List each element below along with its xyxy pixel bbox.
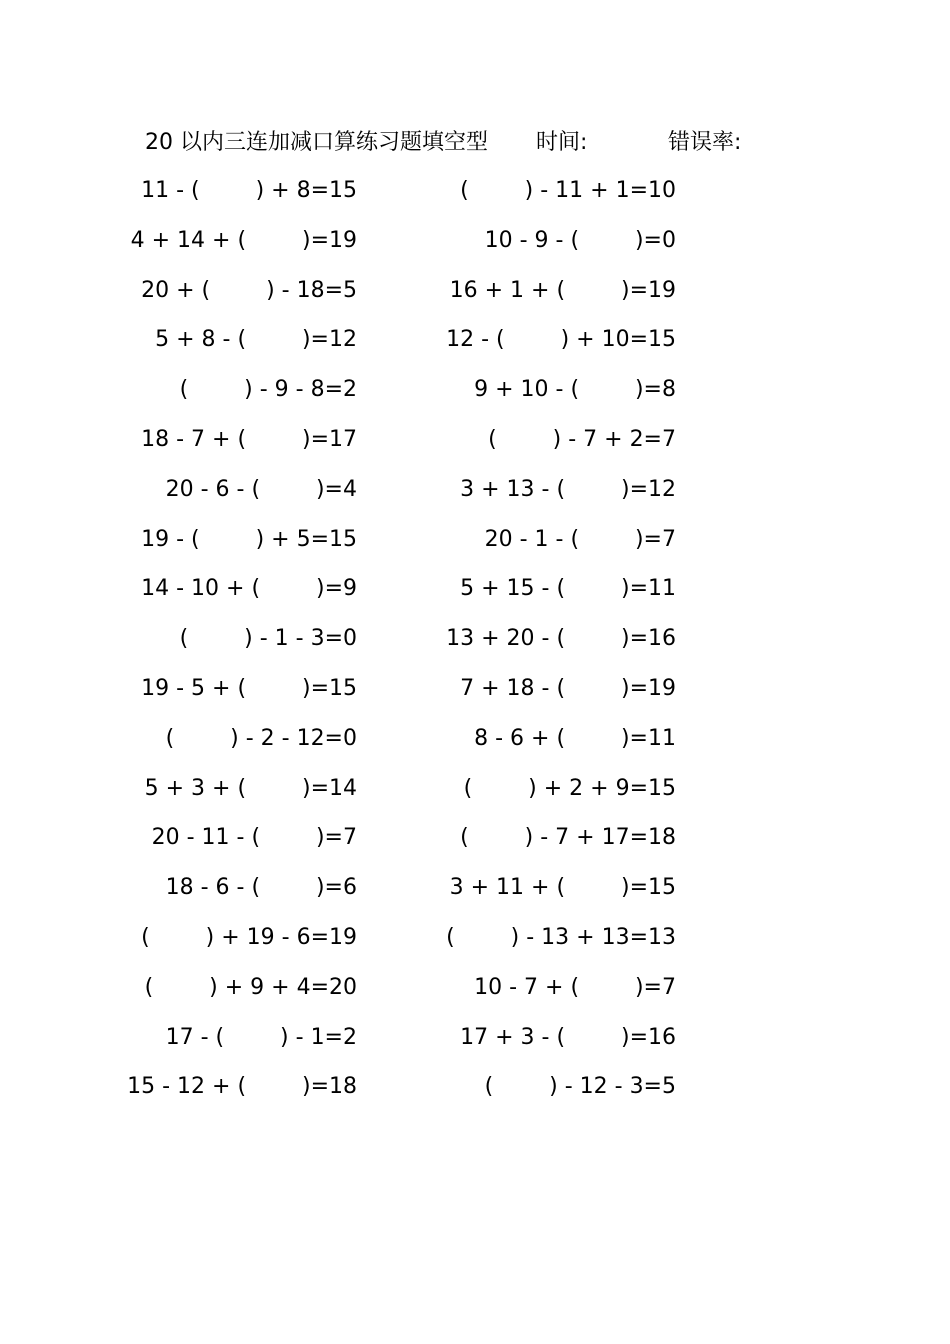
problem-item: 16 + 1 + ( )=19 xyxy=(449,277,676,303)
problem-item: ( ) - 13 + 13=13 xyxy=(446,924,676,950)
problem-item: ( ) - 1 - 3=0 xyxy=(179,626,357,652)
problem-item: 10 - 9 - ( )=0 xyxy=(484,227,676,253)
problem-item: 8 - 6 + ( )=11 xyxy=(474,725,676,751)
problem-item: ( ) - 7 + 2=7 xyxy=(488,426,676,452)
problem-item: 10 - 7 + ( )=7 xyxy=(474,974,676,1000)
problem-item: 18 - 6 - ( )=6 xyxy=(165,875,357,901)
problem-item: 17 + 3 - ( )=16 xyxy=(460,1024,676,1050)
problem-item: ( ) - 7 + 17=18 xyxy=(460,825,676,851)
problem-item: 3 + 13 - ( )=12 xyxy=(460,476,676,502)
problem-item: 9 + 10 - ( )=8 xyxy=(474,377,676,403)
problem-item: 19 - ( ) + 5=15 xyxy=(141,526,357,552)
problem-item: ( ) - 2 - 12=0 xyxy=(165,725,357,751)
problem-item: 5 + 8 - ( )=12 xyxy=(155,327,357,353)
problem-item: 13 + 20 - ( )=16 xyxy=(446,626,676,652)
problem-item: 18 - 7 + ( )=17 xyxy=(141,426,357,452)
problem-item: ( ) + 9 + 4=20 xyxy=(144,974,357,1000)
problem-item: ( ) + 2 + 9=15 xyxy=(463,775,676,801)
problem-item: 7 + 18 - ( )=19 xyxy=(460,675,676,701)
worksheet-header xyxy=(0,126,950,160)
problem-item: 20 - 1 - ( )=7 xyxy=(484,526,676,552)
problem-item: 20 + ( ) - 18=5 xyxy=(141,277,357,303)
problem-item: 11 - ( ) + 8=15 xyxy=(141,178,357,203)
problem-column-left xyxy=(125,174,357,1120)
problem-item: 3 + 11 + ( )=15 xyxy=(449,875,676,901)
problem-item: 20 - 6 - ( )=4 xyxy=(165,476,357,502)
worksheet-title: 20 以内三连加减口算练习题填空型 xyxy=(145,130,488,155)
problem-item: 19 - 5 + ( )=15 xyxy=(141,675,357,701)
problem-item: 15 - 12 + ( )=18 xyxy=(127,1074,357,1100)
problem-item: ( ) - 11 + 1=10 xyxy=(460,178,676,203)
problem-item: ( ) - 9 - 8=2 xyxy=(179,377,357,403)
problem-item: 20 - 11 - ( )=7 xyxy=(151,825,357,851)
problem-item: ( ) + 19 - 6=19 xyxy=(141,924,357,950)
problem-item: 14 - 10 + ( )=9 xyxy=(141,576,357,602)
problem-item: 4 + 14 + ( )=19 xyxy=(130,227,357,253)
problem-item: ( ) - 12 - 3=5 xyxy=(484,1074,676,1100)
error-rate-label: 错误率: xyxy=(668,130,742,155)
problem-item: 5 + 3 + ( )=14 xyxy=(144,775,357,801)
problem-item: 17 - ( ) - 1=2 xyxy=(165,1024,357,1050)
problem-column-right xyxy=(440,174,676,1120)
time-label: 时间: xyxy=(536,130,588,155)
problem-item: 12 - ( ) + 10=15 xyxy=(446,327,676,353)
problem-item: 5 + 15 - ( )=11 xyxy=(460,576,676,602)
